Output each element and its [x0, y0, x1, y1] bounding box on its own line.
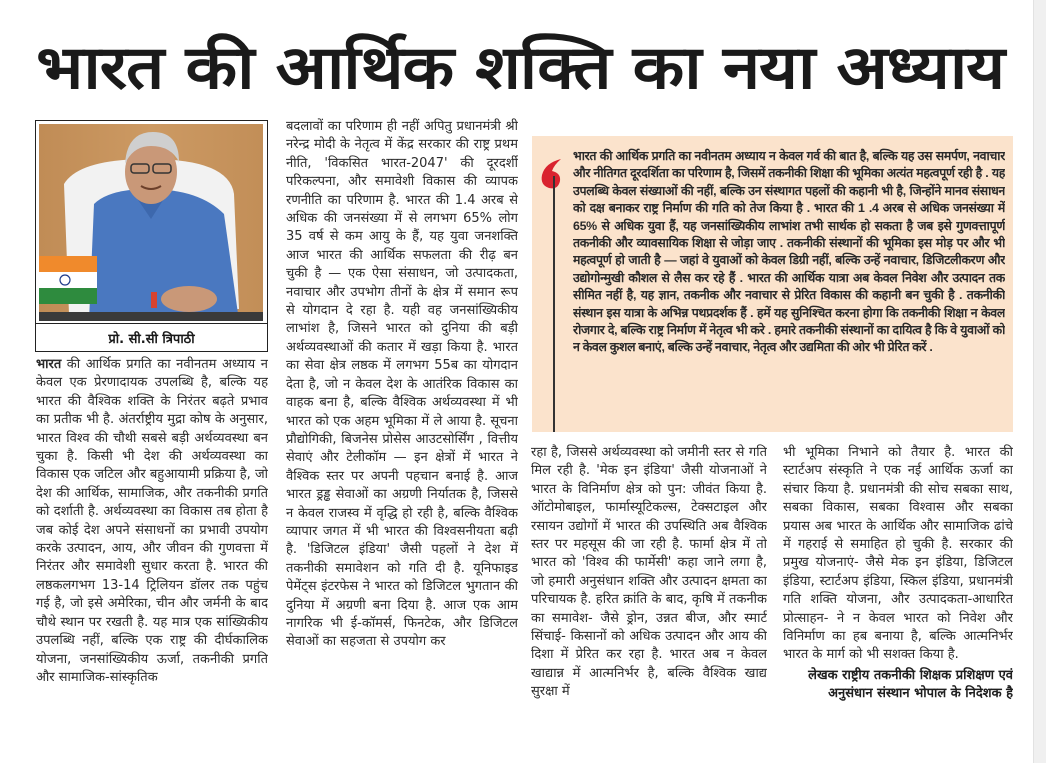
column-1-text: की आर्थिक प्रगति का नवीनतम अध्याय न केवल एक प्रेरणादायक उपलब्धि है, बल्कि यह भारत की वैश्विक शक्ति के निरंतर बढ़ते प्रभाव का प्रतीक भी है. अंतर्राष्ट्रीय मुद्रा कोष के अनुसार, भारत विश्व की चौथी सबसे बड़ी अर्थव्यवस्था बन चुका है. किसी भी देश की अर्थव्यवस्था का विकास एक जटिल और बहुआयामी प्रक्रिया है, जो देश की आर्थिक, सामाजिक, और तकनीकी प्रगति को दर्शाती है. अर्थव्यवस्था का विकास तब होता है जब कोई देश अपने संसाधनों का प्रभावी उपयोग करके उत्पादन, आय, और जीवन की गुणवत्ता में निरंतर और समावेशी सुधार करता है. भारत की लष्ठकलगभग 13-14 ट्रिलियन डॉलर तक पहुंच गई है, जो इसे अमेरिका, चीन और जर्मनी के बाद चौथे स्थान पर रखती है. यह मात्र एक सांख्यिकीय उपलब्धि नहीं, बल्कि एक राष्ट्र की दीर्घकालिक योजना, जनसांख्यिकीय ऊर्जा, तकनीकी प्रगति और सामाजिक-सांस्कृतिक	[36, 357, 268, 685]
photo-caption: प्रो. सी.सी त्रिपाठी	[36, 323, 267, 351]
pull-quote-box	[532, 136, 1013, 432]
article-column-1	[36, 356, 268, 760]
author-photo-illustration	[39, 124, 263, 321]
column-3-text: रहा है, जिससे अर्थव्यवस्था को जमीनी स्तर से गति मिल रही है. 'मेक इन इंडिया' जैसी योजनाओं ने भारत के विनिर्माण क्षेत्र को पुन: जीवंत किया है. ऑटोमोबाइल, फार्मास्यूटिकल्स, टेक्सटाइल और रसायन उद्योगों में भारत की उपस्थिति अब वैश्विक स्तर पर महसूस की जा रही है. फार्मा क्षेत्र में तो भारत को 'विश्व की फार्मेसी' कहा जाने लगा है, जो हमारी अनुसंधान शक्ति और उत्पादन क्षमता का परिचायक है. हरित क्रांति के बाद, कृषि में तकनीक का समावेश- जैसे ड्रोन, उन्नत बीज, और स्मार्ट सिंचाई- किसानों को अधिक उत्पादन और आय की दिशा में प्रेरित कर रहा है. भारत अब न केवल खाद्यान्न में आत्मनिर्भर है, बल्कि वैश्विक खाद्य सुरक्षा में	[531, 445, 767, 700]
article-column-4	[783, 444, 1013, 760]
author-photo	[39, 124, 263, 321]
quote-mark-icon	[539, 157, 564, 193]
column-4-text: भी भूमिका निभाने को तैयार है. भारत की स्टार्टअप संस्कृति ने एक नई आर्थिक ऊर्जा का संचार किया है. प्रधानमंत्री की सोच सबका साथ, सबका विकास, सबका विश्वास और सबका प्रयास अब भारत के आर्थिक और सामाजिक ढांचे में गहराई से समाहित हो चुकी है. सरकार की प्रमुख योजनाएं- जैसे मेक इन इंडिया, डिजिटल इंडिया, स्टार्टअप इंडिया, स्किल इंडिया, प्रधानमंत्री गति शक्ति योजना, और उत्पादकता-आधारित प्रोत्साहन- ने न केवल भारत को निवेश और विनिर्माण का हब बनाया है, बल्कि आत्मनिर्भर भारत के मार्ग को भी सशक्त किया है.	[783, 445, 1013, 663]
quote-rule	[553, 176, 555, 432]
column-2-text: बदलावों का परिणाम ही नहीं अपितु प्रधानमंत्री श्री नरेन्द्र मोदी के नेतृत्व में केंद्र सरकार की राष्ट्र प्रथम नीति, 'विकसित भारत-2047' की दूरदर्शी परिकल्पना, और समावेशी विकास की व्यापक रणनीति का परिणाम है. भारत की 1.4 अरब से अधिक की जनसंख्या में से लगभग 65% लोग 35 वर्ष से कम आयु के हैं, यह युवा जनशक्ति आज भारत की आर्थिक सफलता की रीढ़ बन चुकी है — एक ऐसा संसाधन, जो उत्पादकता, नवाचार और उपभोग तीनों के क्षेत्र में समान रूप से योगदान दे रहा है. यही वह जनसांख्यिकीय लाभांश है, जिसने भारत को दुनिया की बड़ी अर्थव्यवस्थाओं की कतार में खड़ा किया है. भारत का सेवा क्षेत्र लष्ठक में लगभग 55ब का योगदान देता है, जो न केवल देश के आतंरिक विकास का वाहक बना है, बल्कि वैश्विक अर्थव्यवस्था में भी भारत को एक अहम भूमिका में ले आया है. सूचना प्रौद्योगिकी, बिजनेस प्रोसेस आउटसोर्सिंग , वित्तीय सेवाएं और टेलीकॉम — इन क्षेत्रों में भारत ने वैश्विक स्तर पर अपनी पहचान बनाई है. आज भारत ड्रड्ढ सेवाओं का अग्रणी निर्यातक है, जिससे न केवल राजस्व में वृद्धि हो रही है, बल्कि वैश्विक व्यापार जगत में भी भारत की विश्वसनीयता बढ़ी है. 'डिजिटल इंडिया' जैसी पहलों ने देश में तकनीकी समावेशन को गति दी है. यूनिफाइड पेमेंट्स इंटरफेस ने भारत को डिजिटल भुगतान की दुनिया में अग्रणी बना दिया है. आज एक आम नागरिक भी ई-कॉमर्स, फिनटेक, और डिजिटल सेवाओं का सहजता से उपयोग कर	[286, 119, 518, 650]
article-column-2	[286, 118, 518, 760]
headline: भारत की आर्थिक शक्ति का नया अध्याय	[36, 33, 1004, 103]
headline-container	[20, 24, 1020, 112]
pull-quote-text: भारत की आर्थिक प्रगति का नवीनतम अध्याय न केवल गर्व की बात है, बल्कि यह उस समर्पण, नवाचार और नीतिगत दूरदर्शिता का परिणाम है, जिसमें तकनीकी शिक्षा की भूमिका अत्यंत महत्वपूर्ण रही है . यह उपलब्धि केवल संख्याओं की नहीं, बल्कि उन संस्थागत पहलों की कहानी भी है, जिन्होंने मानव संसाधन को दक्ष बनाकर राष्ट्र निर्माण की गति को तेज किया है . भारत की 1 .4 अरब से अधिक जनसंख्या में 65% से अधिक युवा हैं, यह जनसांख्यिकीय लाभांश तभी सार्थक हो सकता है जब इसे गुणवत्तापूर्ण तकनीकी और व्यावसायिक शिक्षा से जोड़ा जाए . तकनीकी संस्थानों की भूमिका इस मोड़ पर और भी महत्वपूर्ण हो जाती है — जहां वे युवाओं को केवल डिग्री नहीं, बल्कि उन्हें नवाचार, डिजिटलीकरण और उद्योगोन्मुखी कौशल से लैस कर रहे हैं . भारत की आर्थिक यात्रा अब केवल निवेश और उत्पादन तक सीमित नहीं है, यह ज्ञान, तकनीक और नवाचार से प्रेरित विकास की कहानी बन चुकी है . तकनीकी संस्थान इस यात्रा के अभिन्न पथप्रदर्शक हैं . हमें यह सुनिश्चित करना होगा कि तकनीकी शिक्षा न केवल रोजगार दे, बल्कि राष्ट्र निर्माण में नेतृत्व भी करे . हमारे तकनीकी संस्थानों का दायित्व है कि वे युवाओं को न केवल कुशल बनाएं, बल्कि उन्हें नवाचार, नेतृत्व और उद्यमिता की ओर भी प्रेरित करें .	[573, 149, 1005, 355]
author-byline: लेखक राष्ट्रीय तकनीकी शिक्षक प्रशिक्षण एवं अनुसंधान संस्थान भोपाल के निदेशक है	[808, 667, 1013, 701]
flag-saffron	[39, 256, 97, 272]
lead-word: भारत	[36, 357, 62, 372]
page-scroll-strip[interactable]	[1033, 0, 1046, 763]
hands	[161, 286, 217, 312]
article-column-3	[531, 444, 767, 760]
author-photo-box	[35, 120, 268, 352]
